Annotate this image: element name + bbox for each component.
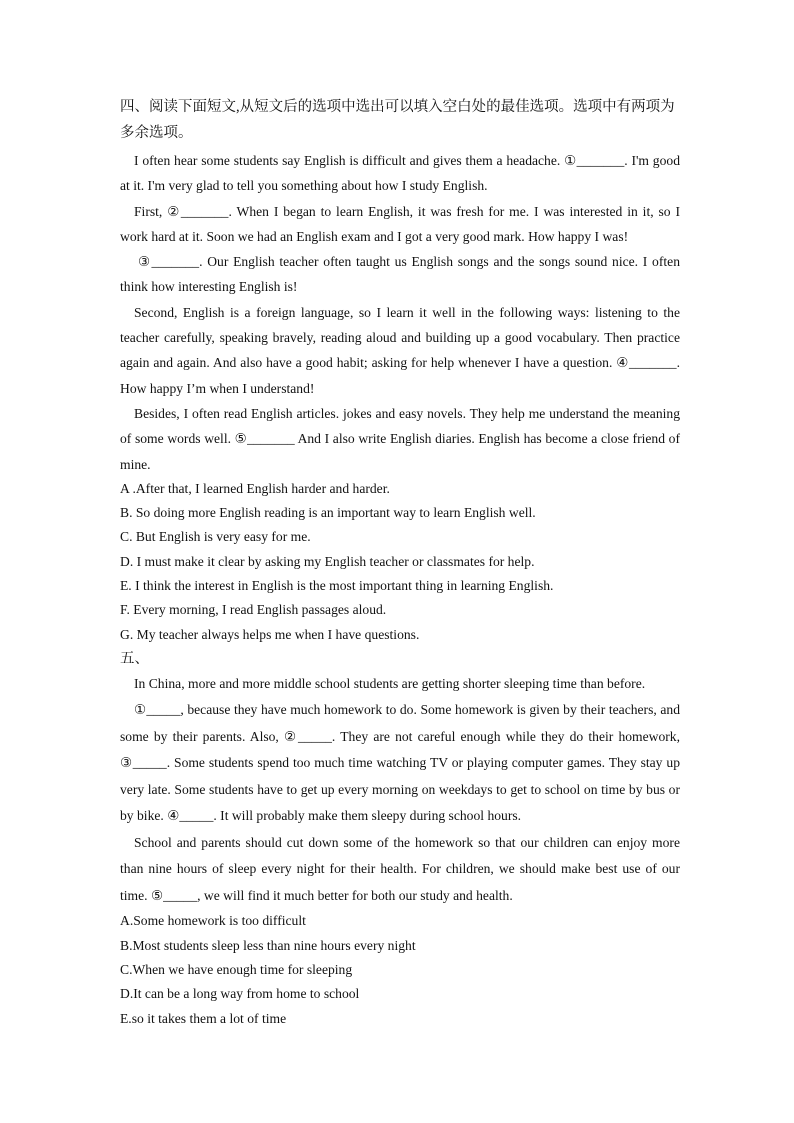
option-item: C. But English is very easy for me. <box>120 529 311 545</box>
passage-paragraph: I often hear some students say English is difficult and gives them a headache. ①_______. I'm good at it. I'm very glad to tell you something about how I study English. <box>120 153 680 194</box>
option-item: B. So doing more English reading is an important way to learn English well. <box>120 505 536 521</box>
option-item: B.Most students sleep less than nine hours every night <box>120 937 416 953</box>
passage-paragraph: Second, English is a foreign language, so I learn it well in the following ways: listening to the teacher carefully, speaking bravely, reading aloud and building up a good vocabulary. Then practice again and again. And also have a good habit; asking for help whenever I have a question. ④_______. How happy I’m when I understand! <box>120 304 680 396</box>
section-label: 五、 <box>120 650 149 667</box>
option-item: E.so it takes them a lot of time <box>120 1010 287 1026</box>
options-list <box>120 909 680 1030</box>
passage-paragraph: School and parents should cut down some of the homework so that our children can enjoy more than nine hours of sleep every night for their health. For children, we should make best use of our time. ⑤_____, we will find it much better for both our study and health. <box>120 834 680 903</box>
passage-paragraph: First, ②_______. When I began to learn English, it was fresh for me. I was interested in it, so I work hard at it. Soon we had an English exam and I got a very good mark. How happy I was! <box>120 203 680 244</box>
option-item: D.It can be a long way from home to school <box>120 986 360 1002</box>
option-item: C.When we have enough time for sleeping <box>120 962 353 978</box>
option-item: A .After that, I learned English harder and harder. <box>120 480 390 496</box>
section-reading-2 <box>120 647 680 1031</box>
options-list <box>120 477 680 647</box>
passage-paragraph: ③_______. Our English teacher often taught us English songs and the songs sound nice. I often think how interesting English is! <box>120 254 680 295</box>
document-page <box>120 94 680 1031</box>
option-item: E. I think the interest in English is the most important thing in learning English. <box>120 578 554 594</box>
option-item: F. Every morning, I read English passages aloud. <box>120 602 387 618</box>
section-instructions: 四、阅读下面短文,从短文后的选项中选出可以填入空白处的最佳选项。选项中有两项为多余选项。 <box>120 99 675 141</box>
section-reading-1 <box>120 94 680 647</box>
option-item: A.Some homework is too difficult <box>120 913 306 929</box>
passage-paragraph: Besides, I often read English articles. jokes and easy novels. They help me understand the meaning of some words well. ⑤_______ And I also write English diaries. English has become a close friend of mine. <box>120 405 680 472</box>
option-item: D. I must make it clear by asking my English teacher or classmates for help. <box>120 553 535 569</box>
passage-paragraph: ①_____, because they have much homework to do. Some homework is given by their teachers, and some by their parents. Also, ②_____. They are not careful enough while they do their homework, ③_____. Some students spend too much time watching TV or playing computer games. They stay up very late. Some students have to get up every morning on weekdays to get to school on time by bus or by bike. ④_____. It will probably make them sleepy during school hours. <box>120 702 680 824</box>
option-item: G. My teacher always helps me when I have questions. <box>120 626 420 642</box>
passage-paragraph: In China, more and more middle school students are getting shorter sleeping time than before. <box>134 675 646 691</box>
